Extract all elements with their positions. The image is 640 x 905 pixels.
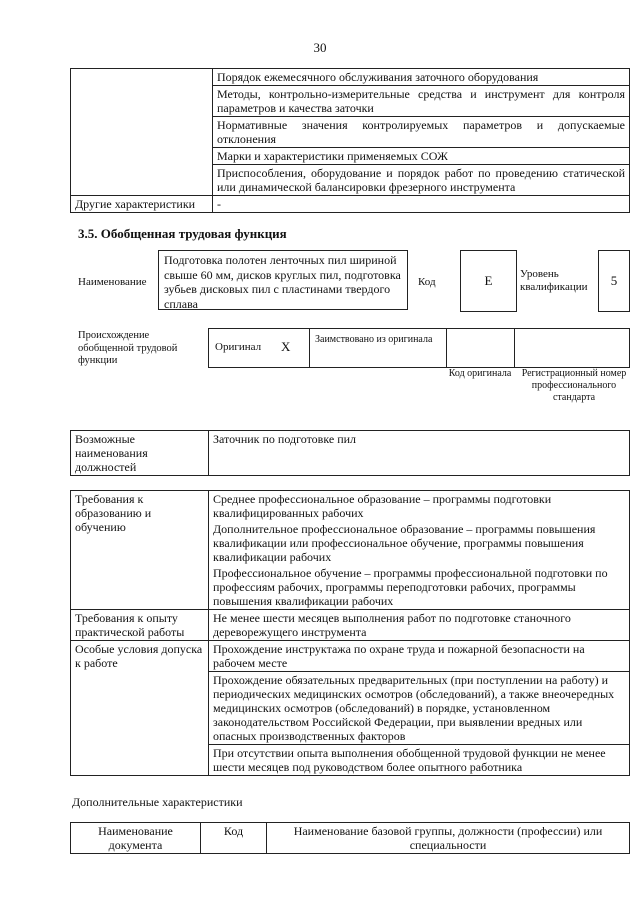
page-number: 30 xyxy=(313,40,327,55)
list-item: Прохождение обязательных предварительных (при поступлении на работу) и периодических медицинских осмотров (обследований), а также внеочередных медицинских осмотров (обследований) в порядке, установленном законодательством Российской Федерации, при выявлении вредных или опасных производственных факторов xyxy=(209,672,630,745)
header-group: Наименование базовой группы, должности (профессии) или специальности xyxy=(267,823,630,854)
origin-table xyxy=(208,328,630,368)
list-item: При отсутствии опыта выполнения обобщенной трудовой функции не менее шести месяцев под руководством более опытного работника xyxy=(209,745,630,776)
list-item: Профессиональное обучение – программы профессиональной подготовки по профессиям рабочих, программы переподготовки рабочих, программы повышения квалификации рабочих xyxy=(209,565,630,610)
positions-value: Заточник по подготовке пил xyxy=(209,431,630,476)
positions-label: Возможные наименования должностей xyxy=(71,431,209,476)
table-row: Методы, контрольно-измерительные средства и инструмент для контроля параметров и качества заточки xyxy=(213,86,630,117)
table-row: Марки и характеристики применяемых СОЖ xyxy=(213,148,630,165)
code-original-caption: Код оригинала xyxy=(448,368,512,379)
competency-table xyxy=(70,68,630,213)
level-value: 5 xyxy=(598,250,630,312)
name-label: Наименование xyxy=(78,276,147,288)
list-item: Не менее шести месяцев выполнения работ по подготовке станочного дереворежущего инструмента xyxy=(209,610,630,641)
list-item: Прохождение инструктажа по охране труда и пожарной безопасности на рабочем месте xyxy=(209,641,630,672)
section-title: 3.5. Обобщенная трудовая функция xyxy=(78,226,287,241)
other-characteristics-label: Другие характеристики xyxy=(71,196,213,213)
header-code: Код xyxy=(201,823,267,854)
special-conditions-label: Особые условия допуска к работе xyxy=(71,641,209,776)
origin-label: Происхождение обобщенной трудовой функции xyxy=(78,330,178,366)
list-item: Дополнительное профессиональное образование – программы повышения квалификации или профессиональное обучение, программы повышения квалификации рабочих xyxy=(209,521,630,565)
reg-number-caption: Регистрационный номер профессионального стандарта xyxy=(521,368,627,403)
education-label: Требования к образованию и обучению xyxy=(71,491,209,610)
borrowed-label: Заимствовано из оригинала xyxy=(315,334,433,345)
additional-title: Дополнительные характеристики xyxy=(72,795,243,809)
code-value: Е xyxy=(460,250,517,312)
code-label: Код xyxy=(418,276,436,288)
table-row: Порядок ежемесячного обслуживания заточного оборудования xyxy=(213,69,630,86)
function-name: Подготовка полотен ленточных пил шириной свыше 60 мм, дисков круглых пил, подготовка зубьев дисковых пил с пластинами твердого сплава xyxy=(158,250,408,310)
original-label: Оригинал xyxy=(215,341,262,353)
list-item: Среднее профессиональное образование – программы подготовки квалифицированных рабочих xyxy=(209,491,630,522)
level-label: Уровень квалификации xyxy=(520,268,588,293)
other-characteristics-value: - xyxy=(213,196,630,213)
table-row: Нормативные значения контролируемых параметров и допускаемые отклонения xyxy=(213,117,630,148)
table-row: Приспособления, оборудование и порядок работ по проведению статической или динамической балансировки фрезерного инструмента xyxy=(213,165,630,196)
requirements-table xyxy=(70,490,630,776)
experience-label: Требования к опыту практической работы xyxy=(71,610,209,641)
positions-table xyxy=(70,430,630,476)
original-mark: X xyxy=(281,339,291,354)
header-document: Наименование документа xyxy=(71,823,201,854)
additional-table xyxy=(70,822,630,854)
